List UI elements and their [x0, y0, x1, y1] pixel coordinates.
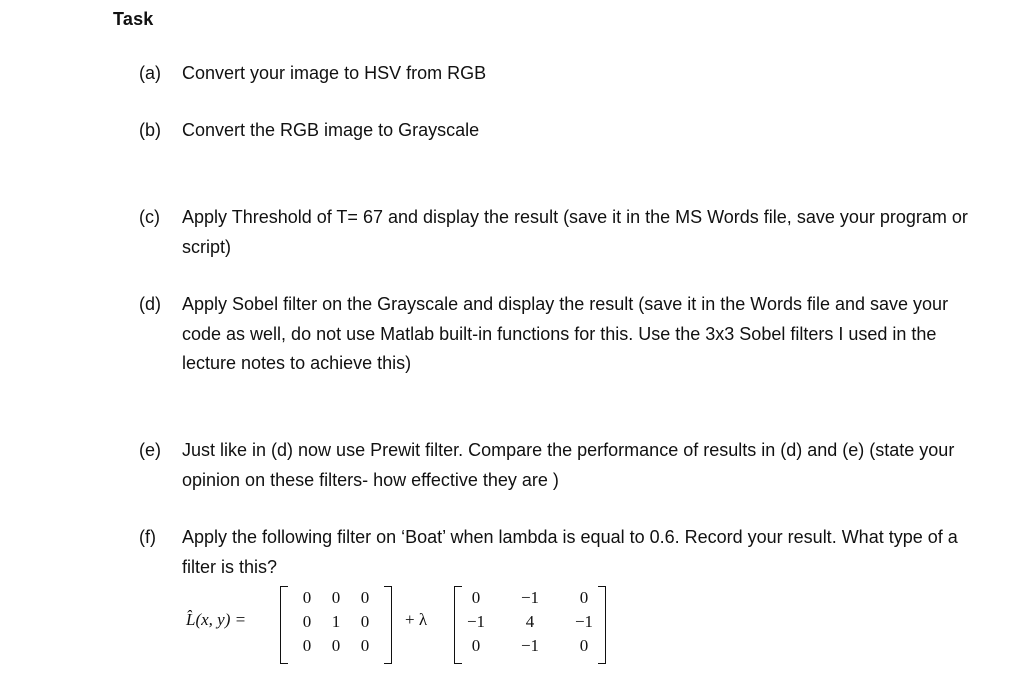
filter-formula — [180, 584, 620, 664]
matrix-cell: 0 — [302, 588, 312, 607]
task-item-e — [139, 436, 979, 495]
task-label-c: (c) — [139, 207, 160, 227]
task-label-a: (a) — [139, 63, 161, 83]
laplacian-matrix — [454, 584, 606, 664]
task-label-b: (b) — [139, 120, 161, 140]
formula-lhs: L̂(x, y) = — [186, 610, 247, 629]
task-text-a: Convert your image to HSV from RGB — [182, 63, 487, 83]
matrix-bracket-right — [384, 586, 392, 664]
matrix-cell: 0 — [579, 636, 589, 655]
task-item-a — [139, 59, 979, 89]
task-text-d: Apply Sobel filter on the Grayscale and display the result (save it in the Words file and save your code as well, do not use Matlab built-in functions for this. Use the 3x3 Sobel filters I used in the lecture notes to achieve this) — [182, 294, 949, 373]
matrix-cell: 0 — [331, 588, 341, 607]
task-label-e: (e) — [139, 440, 161, 460]
matrix-cell: 0 — [471, 636, 481, 655]
task-item-b — [139, 116, 979, 146]
task-text-f: Apply the following filter on ‘Boat’ when lambda is equal to 0.6. Record your result. What type of a filter is this? — [182, 527, 958, 577]
task-text-e: Just like in (d) now use Prewit filter. Compare the performance of results in (d) and (e) (state your opinion on these filters- how effective they are ) — [182, 440, 955, 490]
matrix-cell: −1 — [466, 612, 486, 631]
task-item-d — [139, 290, 979, 379]
matrix-cell: 0 — [360, 636, 370, 655]
task-label-f: (f) — [139, 527, 156, 547]
matrix-bracket-left — [280, 586, 288, 664]
matrix-cell: 0 — [360, 612, 370, 631]
matrix-bracket-right — [598, 586, 606, 664]
matrix-cell: 0 — [302, 636, 312, 655]
matrix-cell: 0 — [331, 636, 341, 655]
task-item-c — [139, 203, 979, 262]
matrix-cell: 0 — [579, 588, 589, 607]
matrix-cell: 0 — [471, 588, 481, 607]
task-text-b: Convert the RGB image to Grayscale — [182, 120, 480, 140]
task-item-f — [139, 523, 979, 582]
matrix-cell: 0 — [360, 588, 370, 607]
matrix-cell: −1 — [520, 636, 540, 655]
matrix-cell: 4 — [525, 612, 535, 631]
page-title: Task — [113, 9, 154, 29]
identity-matrix — [280, 584, 392, 664]
matrix-cell: −1 — [574, 612, 594, 631]
matrix-cell: −1 — [520, 588, 540, 607]
matrix-cell: 0 — [302, 612, 312, 631]
task-text-c: Apply Threshold of T= 67 and display the result (save it in the MS Words file, save your program or script) — [182, 207, 968, 257]
matrix-cell: 1 — [331, 612, 341, 631]
task-label-d: (d) — [139, 294, 161, 314]
formula-operator: + λ — [405, 610, 428, 629]
